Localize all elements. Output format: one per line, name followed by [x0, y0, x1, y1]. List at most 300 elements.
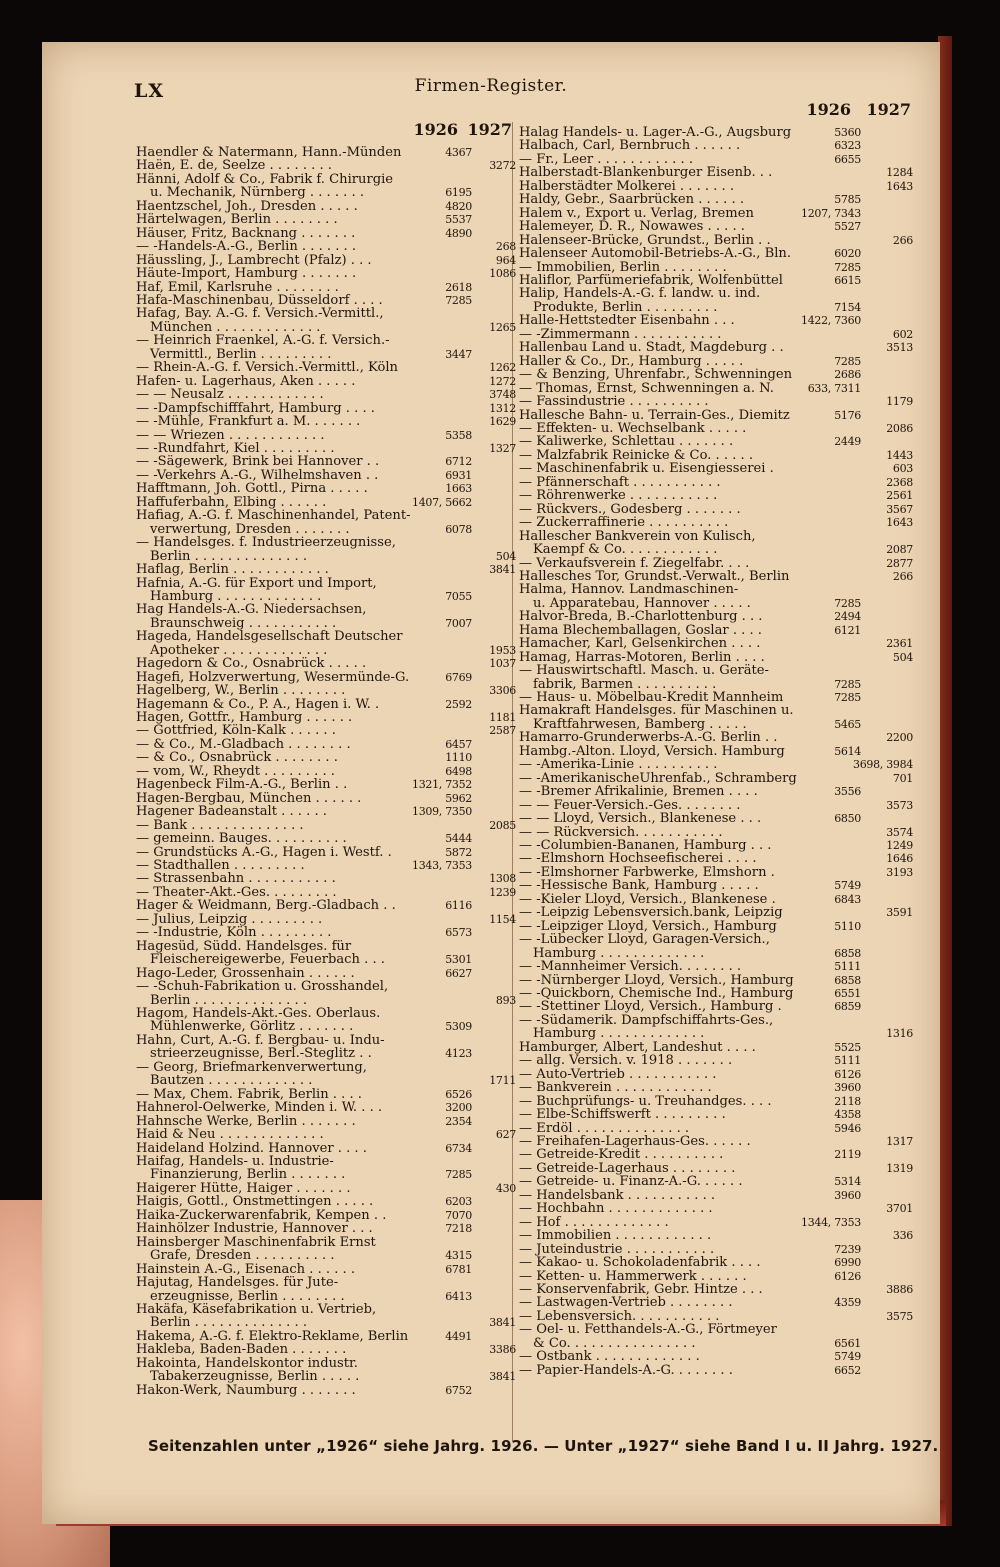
page-ref-1927: 2087 [886, 543, 913, 557]
register-entry [136, 1155, 516, 1182]
page-ref-1926: 4123 [445, 1047, 472, 1061]
page-ref-1927: 1179 [886, 395, 913, 409]
register-entry [136, 496, 516, 509]
page-ref-1927: 2085 [489, 818, 516, 832]
entry-name: — Ketten- u. Hammerwerk . . . . . . [519, 1269, 747, 1283]
page-ref-1926: 5465 [834, 717, 861, 731]
register-entry [136, 415, 516, 428]
register-entry [519, 261, 913, 274]
entry-name: — -Stettiner Lloyd, Versich., Hamburg . [519, 1000, 782, 1014]
page-ref-1927: 701 [892, 771, 913, 785]
entry-name: — Juteindustrie . . . . . . . . . . . [519, 1242, 715, 1257]
entry-name: — Elbe-Schiffswerft . . . . . . . . . [519, 1108, 726, 1122]
register-entry [136, 1088, 516, 1101]
register-entry [136, 819, 516, 832]
page-ref-1927: 1284 [886, 166, 913, 180]
page-ref-1927: 336 [892, 1229, 913, 1243]
entry-name: Halenseer Automobil-Betriebs-A.-G., Bln. [519, 247, 792, 261]
register-entry [136, 832, 516, 845]
page-ref-1926: 6020 [834, 247, 861, 261]
entry-name: Hahnsche Werke, Berlin . . . . . . . [136, 1114, 356, 1129]
entry-continuation: Apotheker . . . . . . . . . . . . . [150, 642, 328, 658]
page-ref-1927: 266 [892, 233, 913, 247]
register-entry [519, 704, 913, 731]
page-ref-1927: 3567 [886, 502, 913, 516]
page-ref-1926: 6627 [445, 966, 472, 980]
entry-name: — -Verkehrs A.-G., Wilhelmshaven . . [136, 468, 379, 483]
page-ref-1927: 1317 [886, 1134, 913, 1148]
page-ref-1926: 6078 [445, 522, 472, 536]
entry-name: — Getreide- u. Finanz-A.-G. . . . . . [519, 1175, 743, 1189]
page-ref-1926: 7007 [445, 616, 472, 630]
entry-name: — Malzfabrik Reinicke & Co. . . . . . [519, 448, 753, 463]
entry-name: — -Amerika-Linie . . . . . . . . . . [519, 758, 718, 772]
page-ref-1926: 5749 [834, 879, 861, 893]
register-entry [136, 375, 516, 388]
entry-name: — Getreide-Kredit . . . . . . . . . . [519, 1148, 724, 1162]
entry-continuation: u. Mechanik, Nürnberg . . . . . . . [150, 185, 364, 200]
running-title: Firmen-Register. [414, 76, 568, 96]
page-ref-1927: 2587 [489, 724, 516, 738]
page-ref-1926: 4890 [445, 226, 472, 240]
page-ref-1926: 6126 [834, 1269, 861, 1283]
register-entry [519, 462, 913, 475]
page-ref-1926: 2449 [834, 435, 861, 449]
entry-name: Hakleba, Baden-Baden . . . . . . . [136, 1343, 347, 1357]
entry-name: — Thomas, Ernst, Schwenningen a. N. [519, 381, 774, 396]
page-ref-1926: 5176 [834, 408, 861, 422]
register-entry [136, 738, 516, 751]
register-entry [519, 234, 913, 247]
page-ref-1926: 7285 [834, 596, 861, 610]
page-ref-1927: 3193 [886, 865, 913, 879]
entry-name: — Lastwagen-Vertrieb . . . . . . . . [519, 1296, 733, 1310]
entry-name: — Gottfried, Köln-Kalk . . . . . . [136, 724, 336, 738]
register-entry [136, 1182, 516, 1195]
register-entry [519, 287, 913, 314]
register-entry [136, 792, 516, 805]
register-entry [519, 435, 913, 448]
page-ref-1926: 6457 [445, 737, 472, 751]
page-ref-1927: 1953 [489, 643, 516, 657]
register-entry [136, 159, 516, 172]
page-ref-1926: 3960 [834, 1188, 861, 1202]
page-ref-1927: 3841 [489, 563, 516, 577]
register-entry [519, 745, 913, 758]
entry-name: Haflag, Berlin . . . . . . . . . . . . [136, 563, 329, 577]
entry-continuation: Hamburg . . . . . . . . . . . . . [150, 588, 322, 604]
register-entry [136, 698, 516, 711]
entry-name: Häuser, Fritz, Backnang . . . . . . . [136, 226, 356, 241]
register-entry [136, 940, 516, 967]
page-ref-1927: 1037 [489, 657, 516, 671]
page-ref-1926: 2686 [834, 368, 861, 382]
entry-continuation: Berlin . . . . . . . . . . . . . . [150, 992, 307, 1007]
entry-name: Hainsberger Maschinenfabrik Ernst [136, 1235, 376, 1250]
register-entry [519, 906, 913, 919]
page-ref-1926: 7285 [445, 293, 472, 307]
entry-continuation: verwertung, Dresden . . . . . . . [150, 521, 350, 537]
page-ref-1926: 1343, 7353 [412, 859, 472, 873]
entry-name: Hakäfa, Käsefabrikation u. Vertrieb, [136, 1302, 377, 1317]
entry-continuation: Berlin . . . . . . . . . . . . . . [150, 548, 307, 564]
register-entry [519, 355, 913, 368]
page-ref-1927: 3272 [489, 159, 516, 173]
register-entry [519, 368, 913, 381]
register-entry [519, 866, 913, 879]
entry-name: — Max, Chem. Fabrik, Berlin . . . . [136, 1087, 362, 1102]
register-entry [519, 879, 913, 892]
page-number: LX [134, 80, 165, 102]
entry-name: Haifag, Handels- u. Industrie- [136, 1154, 334, 1169]
entry-name: Härtelwagen, Berlin . . . . . . . . [136, 213, 338, 227]
entry-continuation: erzeugnisse, Berlin . . . . . . . . [150, 1288, 345, 1303]
right-column-header [519, 100, 913, 126]
register-entry [519, 1000, 913, 1013]
page-ref-1926: 633, 7311 [807, 381, 861, 395]
entry-name: — -Südamerik. Dampfschiffahrts-Ges., [519, 1013, 774, 1028]
entry-name: — Lebensversich. . . . . . . . . . . [519, 1309, 720, 1324]
register-entry [519, 1148, 913, 1161]
entry-name: — Stadthallen . . . . . . . . . [136, 859, 305, 873]
register-entry [519, 476, 913, 489]
entry-name: Haika-Zuckerwarenfabrik, Kempen . . [136, 1208, 387, 1223]
register-entry [136, 859, 516, 872]
page-ref-1926: 6843 [834, 892, 861, 906]
page-ref-1926: 6931 [445, 468, 472, 482]
entry-name: Hafag, Bay. A.-G. f. Versich.-Vermittl., [136, 307, 384, 321]
page-ref-1927: 1181 [489, 711, 516, 725]
entry-continuation: & Co. . . . . . . . . . . . . . . . [533, 1335, 696, 1351]
register-entry [519, 166, 913, 179]
entry-name: — -Elmshorner Farbwerke, Elmshorn . [519, 865, 775, 880]
register-entry [519, 207, 913, 220]
page-ref-1926: 5872 [445, 845, 472, 859]
entry-name: — -Elmshorn Hochseefischerei . . . . [519, 852, 757, 866]
entry-name: Hafiag, A.-G. f. Maschinenhandel, Patent- [136, 509, 411, 523]
page-ref-1926: 2119 [834, 1148, 861, 1162]
register-entry [519, 731, 913, 744]
entry-name: Hallesches Tor, Grundst.-Verwalt., Berlin [519, 569, 790, 584]
page-ref-1926: 7285 [834, 691, 861, 705]
page-ref-1926: 6858 [834, 973, 861, 987]
register-entry [136, 1209, 516, 1222]
register-entry [519, 1323, 913, 1350]
register-entry [136, 442, 516, 455]
entry-name: — Handelsbank . . . . . . . . . . . [519, 1188, 716, 1203]
page-ref-1926: 6203 [445, 1195, 472, 1209]
page-ref-1926: 5527 [834, 220, 861, 234]
page-ref-1926: 6323 [834, 139, 861, 153]
page-ref-1927: 2561 [886, 489, 913, 503]
register-entry [519, 489, 913, 502]
header-1927: 1927 [866, 100, 911, 119]
page-ref-1927: 3748 [489, 388, 516, 402]
entry-name: — Freihafen-Lagerhaus-Ges. . . . . . [519, 1134, 751, 1149]
entry-name: Hafen- u. Lagerhaus, Aken . . . . . [136, 374, 356, 389]
page-ref-1926: 4358 [834, 1108, 861, 1122]
page-ref-1926: 1321, 7352 [412, 778, 472, 792]
page-ref-1927: 3306 [489, 684, 516, 698]
page-ref-1926: 5537 [445, 213, 472, 227]
page-ref-1926: 5111 [834, 960, 861, 974]
page-ref-1926: 4491 [445, 1329, 472, 1343]
entry-name: — -Zimmermann . . . . . . . . . . . [519, 327, 722, 342]
register-entry [519, 651, 913, 664]
entry-name: — gemeinn. Bauges. . . . . . . . . . [136, 832, 347, 846]
register-entry [136, 1384, 516, 1397]
register-entry [136, 1303, 516, 1330]
page-ref-1926: 5309 [445, 1020, 472, 1034]
page-ref-1927: 1643 [886, 516, 913, 530]
page-ref-1926: 7285 [834, 354, 861, 368]
page-ref-1927: 1646 [886, 852, 913, 866]
entry-name: Hagener Badeanstalt . . . . . . [136, 805, 327, 819]
register-entry [136, 724, 516, 737]
entry-name: — Theater-Akt.-Ges. . . . . . . . . [136, 885, 337, 900]
entry-name: — Zuckerraffinerie . . . . . . . . . . [519, 516, 729, 530]
entry-name: — Georg, Briefmarkenverwertung, [136, 1060, 367, 1075]
entry-name: — Ostbank . . . . . . . . . . . . . [519, 1350, 700, 1364]
entry-name: — Kaliwerke, Schlettau . . . . . . . [519, 435, 734, 449]
page-ref-1927: 3386 [489, 1343, 516, 1357]
register-entry [519, 1081, 913, 1094]
page-ref-1926: 3960 [834, 1081, 861, 1095]
register-entry [519, 516, 913, 529]
entry-name: — Röhrenwerke . . . . . . . . . . . [519, 489, 718, 503]
page-ref-1927: 3574 [886, 825, 913, 839]
register-entry [136, 429, 516, 442]
right-entry-list [519, 126, 913, 1377]
register-entry [136, 536, 516, 563]
register-entry [136, 577, 516, 604]
register-entry [136, 1101, 516, 1114]
register-entry [519, 1135, 913, 1148]
page-ref-1926: 3447 [445, 347, 472, 361]
page-ref-1926: 4820 [445, 199, 472, 213]
page-ref-1926: 5962 [445, 791, 472, 805]
entry-name: Hajutag, Handelsges. für Jute- [136, 1276, 339, 1290]
entry-name: — vom, W., Rheydt . . . . . . . . . [136, 764, 335, 779]
register-entry [519, 1041, 913, 1054]
entry-name: Hakon-Werk, Naumburg . . . . . . . [136, 1383, 356, 1398]
page-ref-1927: 1308 [489, 872, 516, 886]
page-ref-1927: 1319 [886, 1161, 913, 1175]
page-ref-1927: 603 [892, 462, 913, 476]
register-entry [136, 630, 516, 657]
register-entry [519, 826, 913, 839]
page-ref-1927: 1262 [489, 361, 516, 375]
page-ref-1926: 1110 [445, 751, 472, 765]
page-ref-1926: 7285 [445, 1168, 472, 1182]
register-entry [519, 1162, 913, 1175]
register-entry [136, 846, 516, 859]
entry-name: Hagen, Gottfr., Hamburg . . . . . . [136, 711, 353, 725]
entry-name: Halag Handels- u. Lager-A.-G., Augsburg [519, 126, 792, 140]
register-entry [519, 772, 913, 785]
register-entry [136, 1195, 516, 1208]
page-ref-1926: 3200 [445, 1101, 472, 1115]
entry-name: — Bankverein . . . . . . . . . . . . [519, 1081, 712, 1095]
entry-continuation: Tabakerzeugnisse, Berlin . . . . . [150, 1369, 360, 1384]
entry-name: Hakointa, Handelskontor industr. [136, 1356, 358, 1371]
register-entry [519, 933, 913, 960]
entry-name: — Buchprüfungs- u. Treuhandges. . . . [519, 1094, 772, 1109]
register-entry [136, 1276, 516, 1303]
register-entry [136, 361, 516, 374]
register-entry [519, 139, 913, 152]
page-ref-1926: 1207, 7343 [801, 206, 861, 220]
page-ref-1927: 3886 [886, 1282, 913, 1296]
entry-name: — -Rundfahrt, Kiel . . . . . . . . . [136, 441, 335, 456]
page-ref-1926: 2592 [445, 697, 472, 711]
entry-name: — Grundstücks A.-G., Hagen i. Westf. . [136, 845, 392, 860]
entry-name: Hallesche Bahn- u. Terrain-Ges., Diemitz [519, 408, 790, 422]
header-1926: 1926 [806, 100, 851, 119]
page-ref-1926: 6850 [834, 812, 861, 826]
entry-name: — -Lübecker Lloyd, Garagen-Versich., [519, 933, 770, 947]
register-page [42, 42, 940, 1524]
page-ref-1926: 5749 [834, 1350, 861, 1364]
entry-name: Haën, E. de, Seelze . . . . . . . . [136, 159, 332, 173]
page-ref-1926: 6121 [834, 623, 861, 637]
register-entry [136, 563, 516, 576]
entry-name: — -Columbien-Bananen, Hamburg . . . [519, 839, 772, 853]
register-entry [136, 213, 516, 226]
entry-name: — Papier-Handels-A.-G. . . . . . . . [519, 1363, 733, 1378]
entry-name: — Erdöl . . . . . . . . . . . . . . [519, 1121, 690, 1135]
entry-name: — Immobilien, Berlin . . . . . . . . [519, 260, 727, 274]
page-ref-1926: 6126 [834, 1067, 861, 1081]
entry-name: Haller & Co., Dr., Hamburg . . . . . [519, 354, 744, 369]
register-entry [519, 1256, 913, 1269]
page-ref-1927: 1711 [489, 1074, 516, 1088]
entry-name: Halma, Hannov. Landmaschinen- [519, 583, 739, 597]
page-ref-1927: 1239 [489, 885, 516, 899]
register-entry [136, 388, 516, 401]
register-entry [519, 974, 913, 987]
register-entry [519, 382, 913, 395]
page-ref-1927: 3701 [886, 1202, 913, 1216]
entry-continuation: Braunschweig . . . . . . . . . . . [150, 615, 337, 631]
entry-name: Halemeyer, D. R., Nowawes . . . . . [519, 220, 745, 234]
page-ref-1926: 7154 [834, 300, 861, 314]
register-entry [136, 469, 516, 482]
page-ref-1927: 504 [495, 549, 516, 563]
page-ref-1926: 6615 [834, 273, 861, 287]
entry-name: — -Kieler Lloyd, Versich., Blankenese . [519, 892, 776, 907]
page-ref-1926: 2494 [834, 610, 861, 624]
register-entry [136, 1236, 516, 1263]
register-entry [519, 624, 913, 637]
page-ref-1926: 2354 [445, 1114, 472, 1128]
page-ref-1927: 3575 [886, 1309, 913, 1323]
page-ref-1926: 6734 [445, 1141, 472, 1155]
page-ref-1926: 6561 [834, 1336, 861, 1350]
entry-continuation: Grafe, Dresden . . . . . . . . . . [150, 1248, 335, 1263]
register-entry [519, 799, 913, 812]
register-entry [136, 657, 516, 670]
entry-name: — -Leipziger Lloyd, Versich., Hamburg [519, 919, 777, 934]
page-ref-1926: 5614 [834, 744, 861, 758]
register-entry [519, 1310, 913, 1323]
register-entry [136, 482, 516, 495]
entry-name: Haigis, Gottl., Onstmettingen . . . . . [136, 1195, 374, 1209]
entry-name: — & Benzing, Uhrenfabr., Schwenningen [519, 368, 793, 382]
register-entry [136, 1343, 516, 1356]
right-column [519, 100, 913, 1377]
page-ref-1927: 1629 [489, 415, 516, 429]
register-entry [136, 805, 516, 818]
register-entry [136, 402, 516, 415]
register-entry [519, 1175, 913, 1188]
entry-name: Haliflor, Parfümeriefabrik, Wolfenbüttel [519, 273, 783, 288]
register-entry [136, 751, 516, 764]
page-ref-1927: 3841 [489, 1316, 516, 1330]
entry-name: Halbach, Carl, Bernbruch . . . . . . [519, 139, 741, 153]
page-ref-1926: 6116 [445, 899, 472, 913]
register-entry [519, 1202, 913, 1215]
register-entry [519, 1095, 913, 1108]
register-entry [519, 314, 913, 327]
register-entry [519, 530, 913, 557]
register-entry [519, 1108, 913, 1121]
entry-continuation: Kaempf & Co. . . . . . . . . . . . [533, 542, 718, 557]
page-ref-1927: 266 [892, 569, 913, 583]
entry-name: — -Leipzig Lebensversich.bank, Leipzig [519, 906, 783, 920]
page-ref-1926: 4359 [834, 1296, 861, 1310]
entry-name: — -Hessische Bank, Hamburg . . . . . [519, 879, 759, 893]
register-entry [136, 711, 516, 724]
entry-continuation: Hamburg . . . . . . . . . . . . . [533, 1026, 705, 1041]
entry-name: Halberstädter Molkerei . . . . . . . [519, 179, 735, 194]
entry-name: Haid & Neu . . . . . . . . . . . . . [136, 1128, 324, 1142]
page-ref-1927: 627 [495, 1128, 516, 1142]
page-ref-1926: 2118 [834, 1094, 861, 1108]
register-entry [136, 455, 516, 468]
entry-name: — -Dampfschifffahrt, Hamburg . . . . [136, 401, 375, 416]
entry-name: — Pfännerschaft . . . . . . . . . . . [519, 475, 721, 490]
page-ref-1927: 3573 [886, 798, 913, 812]
page-ref-1926: 7218 [445, 1222, 472, 1236]
page-ref-1926: 6195 [445, 186, 472, 200]
register-entry [519, 1270, 913, 1283]
entry-name: — -Mannheimer Versich. . . . . . . . [519, 960, 742, 974]
entry-name: Halle-Hettstedter Eisenbahn . . . [519, 314, 735, 328]
register-entry [136, 294, 516, 307]
entry-name: Hänni, Adolf & Co., Fabrik f. Chirurgie [136, 172, 394, 187]
entry-name: Hamarro-Grunderwerbs-A.-G. Berlin . . [519, 731, 778, 745]
entry-name: — -Quickborn, Chemische Ind., Hamburg [519, 987, 794, 1001]
left-column [136, 120, 516, 1397]
entry-continuation: fabrik, Barmen . . . . . . . . . . [533, 676, 717, 692]
page-ref-1927: 1086 [489, 267, 516, 281]
page-ref-1927: 1327 [489, 441, 516, 455]
register-entry [519, 126, 913, 139]
entry-name: — — Feuer-Versich.-Ges. . . . . . . . [519, 798, 741, 813]
page-ref-1926: 6652 [834, 1363, 861, 1377]
register-entry [519, 193, 913, 206]
entry-name: — Fassindustrie . . . . . . . . . . [519, 395, 709, 409]
page-ref-1926: 1422, 7360 [801, 314, 861, 328]
entry-name: Hahnerol-Oelwerke, Minden i. W. . . . [136, 1101, 383, 1115]
register-entry [519, 1243, 913, 1256]
register-entry [519, 449, 913, 462]
register-entry [519, 180, 913, 193]
page-ref-1927: 1249 [886, 839, 913, 853]
register-entry [519, 960, 913, 973]
entry-name: — -Nürnberger Lloyd, Versich., Hamburg [519, 973, 794, 987]
